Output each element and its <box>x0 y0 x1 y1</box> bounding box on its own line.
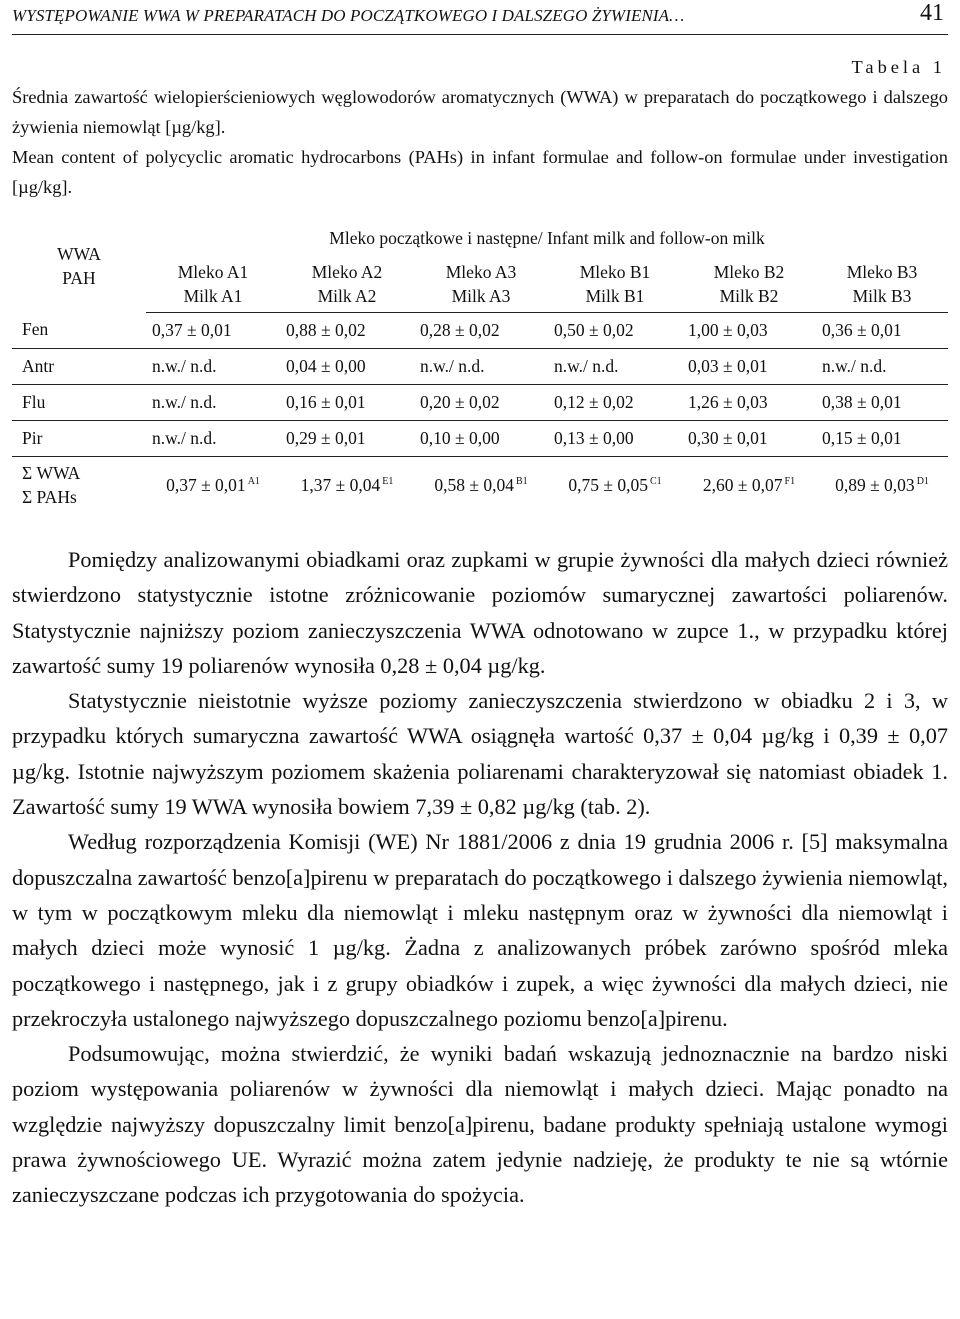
column-header-pl: Mleko A3 <box>445 261 517 282</box>
table-cell: 0,12 ± 0,02 <box>548 384 682 420</box>
table-title-en: Mean content of polycyclic aromatic hydrocarbons (PAHs) in infant formulae and follow-on formulae under investigation [µg/kg]. <box>12 147 948 197</box>
paragraph: Podsumowując, można stwierdzić, że wyniki badań wskazują jednoznacznie na bardzo niski poziom występowania poliarenów w żywności dla niemowląt i małych dzieci. Mając ponadto na względzie najwyższy dopuszczalny limit benzo[a]pirenu, badane produkty spełniają ustalone wymogi prawa żywnościowego UE. Wyrazić można zatem jedynie nadzieję, że produkty te nie są wtórnie zanieczyszczane podczas ich przygotowania do spożycia. <box>12 1041 948 1208</box>
paragraph: Statystycznie nieistotnie wyższe poziomy zanieczyszczenia stwierdzono w obiadku 2 i 3, w przypadku których sumaryczna zawartość WWA osiągnęła wartość 0,37 ± 0,04 µg/kg i 0,39 ± 0,07 µg/kg. Istotnie najwyższym poziomem skażenia poliarenami charakteryzował się natomiast obiadek 1. Zawartość sumy 19 WWA wynosiła bowiem 7,39 ± 0,82 µg/kg (tab. 2). <box>12 688 948 820</box>
sum-cell <box>280 456 414 514</box>
table-cell: 0,37 ± 0,01 <box>146 312 280 348</box>
table-cell: n.w./ n.d. <box>816 348 948 384</box>
sum-value: 1,37 ± 0,04 <box>300 474 381 495</box>
sum-value: 0,75 ± 0,05 <box>568 474 648 495</box>
table-cell: n.w./ n.d. <box>146 420 280 456</box>
paragraph: Według rozporządzenia Komisji (WE) Nr 1881/2006 z dnia 19 grudnia 2006 r. [5] maksymalna dopuszczalna zawartość benzo[a]pirenu w preparatach do początkowego i dalszego żywienia niemowląt, w tym w początkowym mleku dla niemowląt i mleku następnym oraz w żywności dla niemowląt i małych dzieci może wynosić 1 µg/kg. Żadna z analizowanych próbek zarówno spośród mleka początkowego i następnego, jak i z grupy obiadków i zupek, a więc żywności dla małych dzieci, nie przekroczyła ustalonego najwyższego dopuszczalnego poziomu benzo[a]pirenu. <box>12 829 948 1031</box>
pah-table <box>12 220 948 514</box>
table-caption <box>12 52 948 202</box>
sum-value: 2,60 ± 0,07 <box>702 474 783 495</box>
sum-cell <box>414 456 548 514</box>
column-header-en: Milk B3 <box>852 285 912 306</box>
column-header-en: Milk A2 <box>317 285 377 306</box>
sum-value: 0,37 ± 0,01 <box>166 474 246 495</box>
column-header-en: Milk A3 <box>451 285 511 306</box>
table-cell: 0,29 ± 0,01 <box>280 420 414 456</box>
table-corner-header <box>12 220 146 312</box>
corner-line-pl: WWA <box>57 244 101 264</box>
table-cell: 0,30 ± 0,01 <box>682 420 816 456</box>
row-label: Fen <box>12 312 146 348</box>
group-header: Mleko początkowe i następne/ Infant milk and follow-on milk <box>329 228 765 248</box>
significance-mark: D1 <box>916 475 929 487</box>
page-number: 41 <box>920 0 944 26</box>
sum-row <box>12 456 948 514</box>
table-row <box>12 312 948 348</box>
table-row <box>12 420 948 456</box>
table-cell: 0,10 ± 0,00 <box>414 420 548 456</box>
table-cell: 0,50 ± 0,02 <box>548 312 682 348</box>
table-cell: 0,88 ± 0,02 <box>280 312 414 348</box>
table-cell: 0,03 ± 0,01 <box>682 348 816 384</box>
significance-mark: A1 <box>247 475 260 487</box>
row-label: Antr <box>12 348 146 384</box>
significance-mark: B1 <box>515 475 528 487</box>
table-cell: n.w./ n.d. <box>414 348 548 384</box>
table-cell: 0,15 ± 0,01 <box>816 420 948 456</box>
column-header <box>816 256 948 312</box>
table-cell: n.w./ n.d. <box>146 384 280 420</box>
table-row <box>12 384 948 420</box>
table-cell: 1,00 ± 0,03 <box>682 312 816 348</box>
column-header-pl: Mleko A2 <box>311 261 383 282</box>
sum-row-label <box>12 456 146 514</box>
paragraph: Pomiędzy analizowanymi obiadkami oraz zupkami w grupie żywności dla małych dzieci również stwierdzono statystycznie istotne zróżnicowanie poziomów sumarycznej zawartości poliarenów. Statystycznie najniższy poziom zanieczyszczenia WWA odnotowano w zupce 1., w przypadku której zawartość sumy 19 poliarenów wynosiła 0,28 ± 0,04 µg/kg. <box>12 547 948 678</box>
column-header <box>548 256 682 312</box>
sum-cell <box>146 456 280 514</box>
significance-mark: E1 <box>382 475 394 487</box>
table-row <box>12 348 948 384</box>
sum-value: 0,89 ± 0,03 <box>835 474 915 495</box>
running-head <box>12 0 948 35</box>
column-header-pl: Mleko B3 <box>846 261 918 282</box>
column-header <box>414 256 548 312</box>
table-cell: n.w./ n.d. <box>548 348 682 384</box>
running-title: WYSTĘPOWANIE WWA W PREPARATACH DO POCZĄTKOWEGO I DALSZEGO ŻYWIENIA… <box>12 6 685 25</box>
table-cell: 1,26 ± 0,03 <box>682 384 816 420</box>
significance-mark: C1 <box>649 475 662 487</box>
column-header <box>682 256 816 312</box>
column-header <box>146 256 280 312</box>
row-label: Pir <box>12 420 146 456</box>
column-header <box>280 256 414 312</box>
table-cell: 0,38 ± 0,01 <box>816 384 948 420</box>
row-label: Flu <box>12 384 146 420</box>
column-header-en: Milk B1 <box>585 285 645 306</box>
sum-cell <box>682 456 816 514</box>
corner-line-en: PAH <box>62 268 96 288</box>
column-header-en: Milk A1 <box>183 285 243 306</box>
column-header-en: Milk B2 <box>719 285 779 306</box>
table-cell: 0,16 ± 0,01 <box>280 384 414 420</box>
table-cell: n.w./ n.d. <box>146 348 280 384</box>
table-cell: 0,13 ± 0,00 <box>548 420 682 456</box>
sum-label-en: Σ PAHs <box>22 487 77 508</box>
sum-cell <box>548 456 682 514</box>
column-header-pl: Mleko B1 <box>579 261 651 282</box>
sum-label-pl: Σ WWA <box>22 463 81 484</box>
table-title-pl: Średnia zawartość wielopierścieniowych węglowodorów aromatycznych (WWA) w preparatach do początkowego i dalszego żywienia niemowląt [µg/kg]. <box>12 87 948 137</box>
table-cell: 0,28 ± 0,02 <box>414 312 548 348</box>
significance-mark: F1 <box>784 475 796 487</box>
table-cell: 0,36 ± 0,01 <box>816 312 948 348</box>
sum-cell <box>816 456 948 514</box>
sum-value: 0,58 ± 0,04 <box>434 474 514 495</box>
column-header-pl: Mleko B2 <box>713 261 785 282</box>
table-cell: 0,20 ± 0,02 <box>414 384 548 420</box>
table-number: Tabela 1 <box>851 57 946 77</box>
table-cell: 0,04 ± 0,00 <box>280 348 414 384</box>
body-text <box>12 542 948 1213</box>
column-header-pl: Mleko A1 <box>177 261 249 282</box>
